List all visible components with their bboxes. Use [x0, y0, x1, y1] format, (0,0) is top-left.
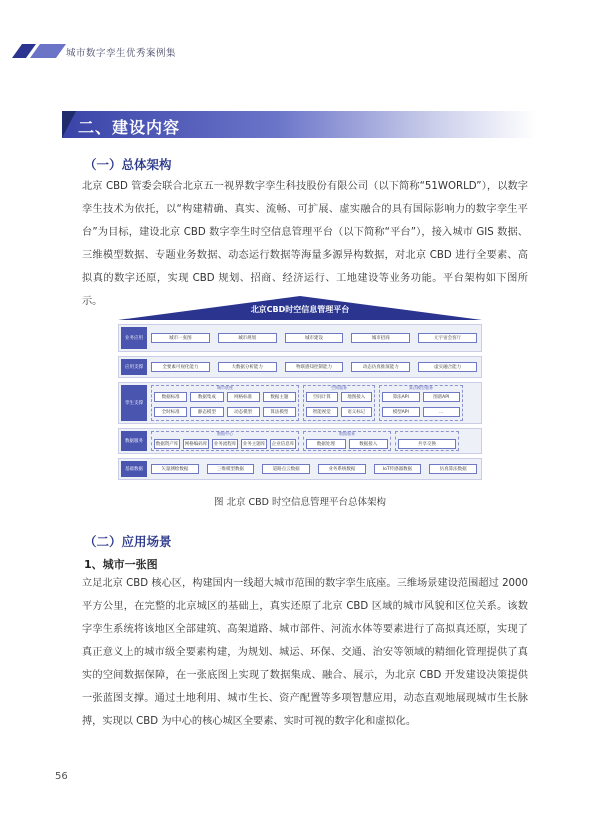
page-number: 56	[55, 771, 68, 782]
scenario-title-city-map: 1、城市一张图	[84, 558, 158, 571]
section-title: 二、建设内容	[78, 118, 181, 137]
diagram-group-title: 数据服务	[339, 431, 355, 436]
architecture-diagram	[118, 296, 482, 484]
diagram-item-chip: 三维模型数据	[207, 464, 255, 474]
diagram-item-chip: 仿真算法数据	[429, 464, 477, 474]
subsection-title-scenarios: （二）应用场景	[84, 534, 172, 549]
architecture-paragraph: 北京 CBD 管委会联合北京五一视界数字孪生科技股份有限公司（以下简称“51WORLD”），以数字孪生技术为依托，以“构建精确、真实、流畅、可扩展、虚实融合的具有国际影响力的数字孪生平台”为目标，建设北京 CBD 数字孪生时空信息管理平台（以下简称“平台”），接入城市 GIS 数据、三维模型数据、专题业务数据、动态运行数据等海量多源异构数据，对北京 CBD 进行全要素、高拟真的数字还原，实现 CBD 规划、招商、经济运行、工地建设等业务功能。平台架构如下图所示。	[82, 181, 528, 307]
diagram-item-chip: 算法API	[382, 392, 420, 402]
diagram-item-chip: 共享交换	[398, 439, 456, 449]
diagram-item-chip: 地图接入	[341, 392, 373, 402]
diagram-group-title: 城市底座	[217, 385, 233, 390]
header-title: 城市数字孪生优秀案例集	[66, 48, 177, 59]
diagram-layer-row	[118, 458, 482, 480]
diagram-layer-label: 基础数据	[121, 461, 147, 477]
diagram-item-chip: 全要素可视化能力	[151, 362, 210, 372]
diagram-item-chip: 数据处理	[306, 439, 346, 449]
diagram-layer-row	[118, 382, 482, 424]
diagram-item-chip: 物联感知控制能力	[285, 362, 344, 372]
subsection-title-architecture: （一）总体架构	[84, 157, 172, 172]
diagram-layer-row	[118, 324, 482, 352]
diagram-item-chip: 图谱API	[423, 392, 461, 402]
diagram-item-chip: 矢量测绘数据	[151, 464, 199, 474]
diagram-layer-label: 孪生支撑	[121, 385, 147, 421]
diagram-group-title: 数据中心	[217, 431, 233, 436]
diagram-item-chip: 算法模型	[263, 407, 296, 417]
diagram-item-chip: 城市规划	[218, 333, 277, 343]
diagram-item-chip: 数据接入	[349, 439, 389, 449]
platform-title: 北京CBD时空信息管理平台	[250, 305, 350, 314]
diagram-group-title: 算法模型服务	[409, 385, 433, 390]
diagram-item-chip: 语义标记	[341, 407, 373, 417]
diagram-item-chip: IoT传感器数据	[374, 464, 422, 474]
diagram-item-chip: 动态仿真推演能力	[351, 362, 410, 372]
diagram-layer-label: 业务应用	[121, 327, 147, 349]
banner-accent	[62, 111, 76, 138]
diagram-layer-label: 应用支撑	[121, 359, 147, 375]
city-map-paragraph: 立足北京 CBD 核心区，构建国内一线超大城市范围的数字孪生底座。三维场景建设范围超过 2000 平方公里，在完整的北京城区的基础上，真实还原了北京 CBD 区域的城市风貌和区位关系。该数字孪生系统将该地区全部建筑、高架道路、城市部件、河流水体等要素进行了高拟真还原，实现了真正意义上的城市级全要素构建，为规划、城运、环保、交通、治安等领域的精细化管理提供了真实的空间数据保障，在一张底图上实现了数据集成、融合、展示，为北京 CBD 开发建设决策提供一张蓝图支撑。通过土地利用、城市生长、资产配置等多项智慧应用，动态直观地展现城市生长脉搏，实现以 CBD 为中心的核心城区全要素、实时可视的数字化和虚拟化。	[82, 578, 528, 727]
diagram-item-chip: 业务系统数据	[318, 464, 366, 474]
diagram-item-chip: 空间计算	[306, 392, 338, 402]
diagram-layer-row	[118, 356, 482, 378]
diagram-item-chip: 业务流程库	[212, 439, 238, 449]
diagram-item-chip: 模型API	[382, 407, 420, 417]
diagram-layer-row	[118, 428, 482, 454]
diagram-item-chip: 虚实融合能力	[418, 362, 477, 372]
diagram-item-chip: 业务主题库	[241, 439, 267, 449]
diagram-item-chip: ...	[423, 407, 461, 417]
diagram-item-chip: 城市一张图	[151, 333, 210, 343]
diagram-item-chip: 数据标准	[154, 392, 187, 402]
diagram-item-chip: 城市建设	[285, 333, 344, 343]
diagram-item-chip: 智能视觉	[306, 407, 338, 417]
diagram-item-chip: 全时标准	[154, 407, 187, 417]
diagram-item-chip: 大数据分析能力	[218, 362, 277, 372]
diagram-item-chip: 道路点云数据	[262, 464, 310, 474]
diagram-item-chip: 网格标准	[227, 392, 260, 402]
header-stripes-icon	[12, 44, 66, 58]
diagram-layer-label: 数据服务	[121, 431, 147, 451]
diagram-group-title: 空间服务	[331, 385, 347, 390]
diagram-item-chip: 数据主题	[263, 392, 296, 402]
diagram-item-chip: 静态模型	[190, 407, 223, 417]
diagram-item-chip: 元宇宙会客厅	[418, 333, 477, 343]
diagram-item-chip: 数据集成	[190, 392, 223, 402]
diagram-item-chip: 动态模型	[227, 407, 260, 417]
diagram-item-chip: 网格编码库	[183, 439, 209, 449]
diagram-item-chip: 数据资产库	[154, 439, 180, 449]
diagram-item-chip: 城市招商	[351, 333, 410, 343]
figure-caption: 图 北京 CBD 时空信息管理平台总体架构	[213, 497, 387, 508]
diagram-item-chip: 企业信息库	[270, 439, 296, 449]
